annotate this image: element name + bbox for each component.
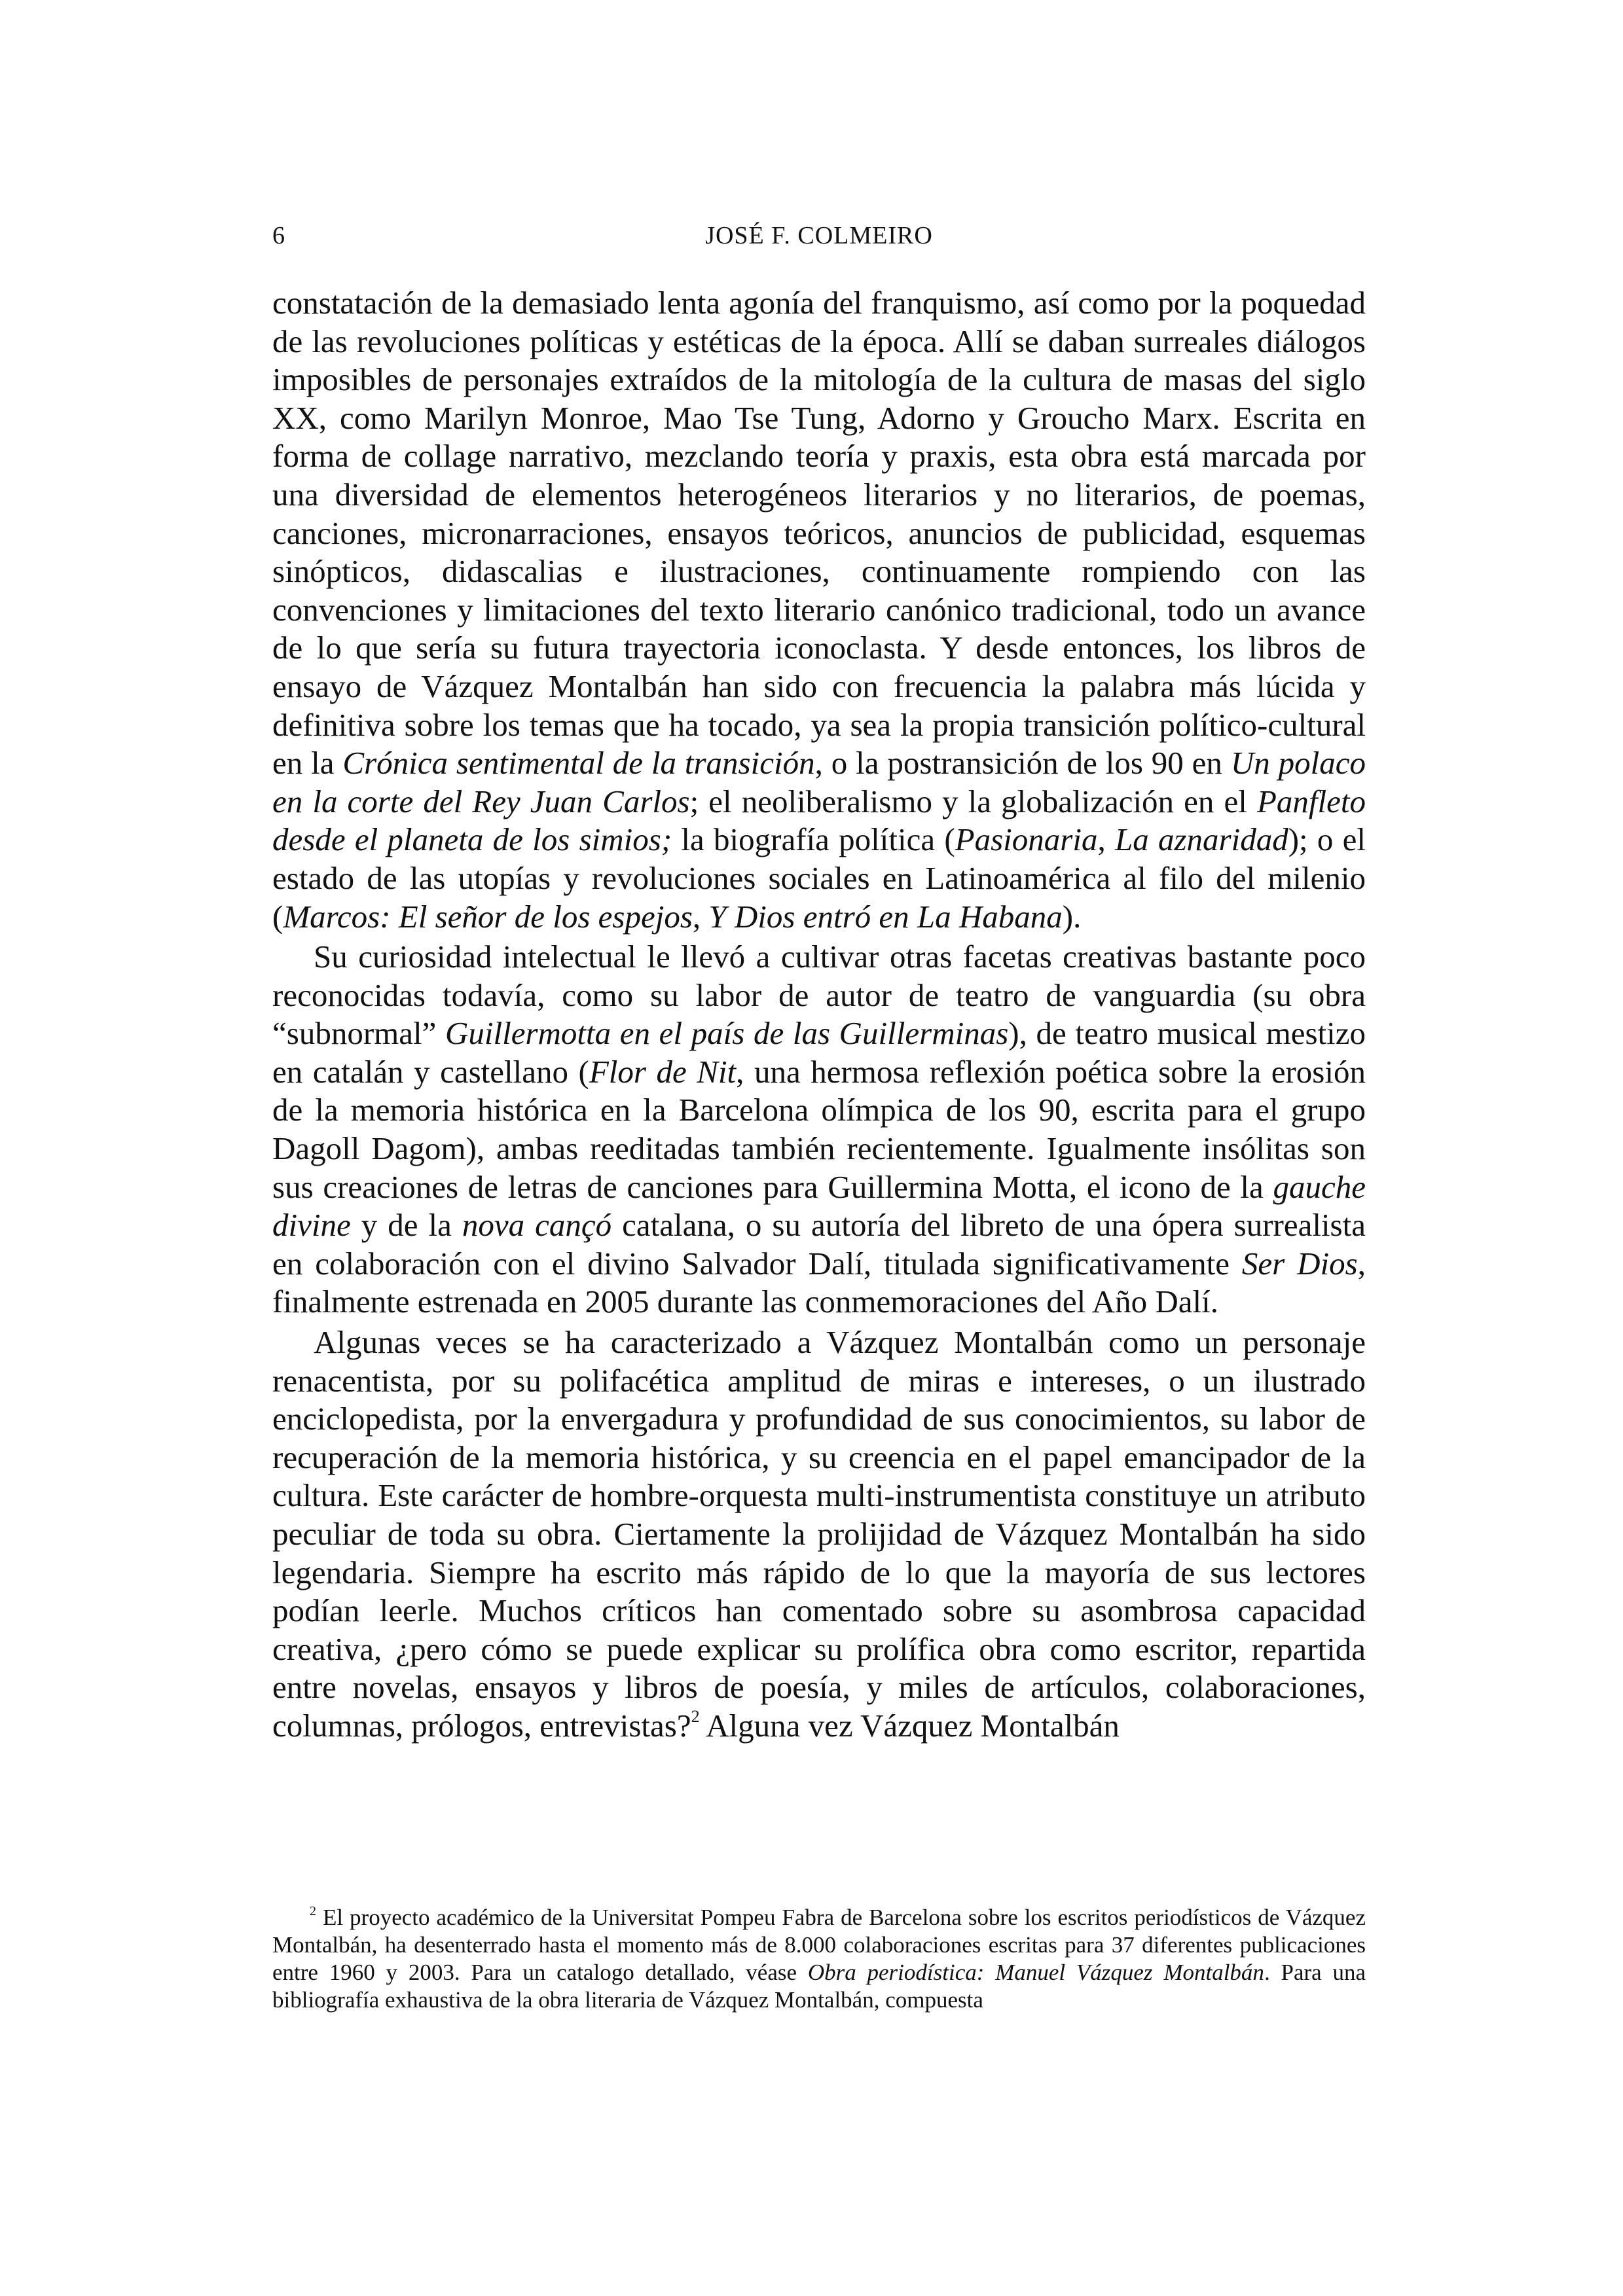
term-nova-canco: nova cançó (462, 1207, 612, 1244)
term-gauche-divine: gauche divine (272, 1168, 1366, 1244)
running-title: JOSÉ F. COLMEIRO (705, 222, 933, 249)
page-number: 6 (272, 222, 285, 249)
footnote-number: 2 (310, 1904, 316, 1918)
title-la-aznaridad: La aznaridad (1114, 821, 1288, 858)
footnote-2: $^2$ El proyecto académico de la Universitat Pompeu Fabra de Barcelona sobre los escritos periodísticos de Vázquez Montalbán, ha desenterrado hasta el momento más de 8.000 colaboraciones escritas para 37 diferentes publicaciones entre 1960 y 2003. Para un catalogo detallado, véase Obra periodística: Manuel Vázquez Montalbán. Para una bibliografía exhaustiva de la obra literaria de Vázquez Montalbán, compuesta (272, 1904, 1366, 2013)
title-cronica-sentimental: Crónica sentimental de la transición (342, 745, 815, 781)
title-panfleto: Panfleto desde el planeta de los simios; (272, 783, 1366, 858)
running-head (272, 216, 1366, 255)
body-text (272, 284, 1366, 1746)
title-un-polaco: Un polaco en la corte del Rey Juan Carlos (272, 745, 1366, 819)
title-obra-periodistica: Obra periodística: Manuel Vázquez Montalbán (807, 1960, 1264, 1985)
footnote-reference[interactable]: 2 (691, 1706, 700, 1726)
paragraph-2: Su curiosidad intelectual le llevó a cultivar otras facetas creativas bastante poco reconocidas todavía, como su labor de autor de teatro de vanguardia (su obra “subnormal” Guillermotta en el país de las Guillerminas), de teatro musical mestizo en catalán y castellano (Flor de Nit, una hermosa reflexión poética sobre la erosión de la memoria histórica en la Barcelona olímpica de los 90, escrita para el grupo Dagoll Dagom), ambas reeditadas también recientemente. Igualmente insólitas son sus creaciones de letras de canciones para Guillermina Motta, el icono de la gauche divine y de la nova cançó catalana, o su autoría del libreto de una ópera surrealista en colaboración con el divino Salvador Dalí, titulada significativamente Ser Dios, finalmente estrenada en 2005 durante las conmemoraciones del Año Dalí. (272, 939, 1366, 1320)
paragraph-3: Algunas veces se ha caracterizado a Vázquez Montalbán como un personaje renacentista, por su polifacética amplitud de miras e intereses, o un ilustrado enciclopedista, por la envergadura y profundidad de sus conocimientos, su labor de recuperación de la memoria histórica, y su creencia en el papel emancipador de la cultura. Este carácter de hombre-orquesta multi-instrumentista constituye un atributo peculiar de toda su obra. Ciertamente la prolijidad de Vázquez Montalbán ha sido legendaria. Siempre ha escrito más rápido de lo que la mayoría de sus lectores podían leerle. Muchos críticos han comentado sobre su asombrosa capacidad creativa, ¿pero cómo se puede explicar su prolífica obra como escritor, repartida entre novelas, ensayos y libros de poesía, y miles de artículos, colaboraciones, columnas, prólogos, entrevistas?$^2$ Alguna vez Vázquez Montalbán (272, 1324, 1366, 1744)
footnotes (272, 1904, 1366, 2014)
title-pasionaria: Pasionaria (955, 821, 1098, 858)
title-marcos: Marcos: El señor de los espejos (283, 898, 693, 935)
title-guillermotta: Guillermotta en el país de las Guillerminas (445, 1015, 1009, 1052)
title-flor-de-nit: Flor de Nit (589, 1053, 737, 1090)
title-ser-dios: Ser Dios (1241, 1245, 1358, 1282)
paragraph-1: constatación de la demasiado lenta agonía del franquismo, así como por la poquedad de las revoluciones políticas y estéticas de la época. Allí se daban surreales diálogos imposibles de personajes extraídos de la mitología de la cultura de masas del siglo XX, como Marilyn Monroe, Mao Tse Tung, Adorno y Groucho Marx. Escrita en forma de collage narrativo, mezclando teoría y praxis, esta obra está marcada por una diversidad de elementos heterogéneos literarios y no literarios, de poemas, canciones, micronarraciones, ensayos teóricos, anuncios de publicidad, esquemas sinópticos, didascalias e ilustraciones, continuamente rompiendo con las convenciones y limitaciones del texto literario canónico tradicional, todo un avance de lo que sería su futura trayectoria iconoclasta. Y desde entonces, los libros de ensayo de Vázquez Montalbán han sido con frecuencia la palabra más lúcida y definitiva sobre los temas que ha tocado, ya sea la propia transición político-cultural en la Crónica sentimental de la transición, o la postransición de los 90 en Un polaco en la corte del Rey Juan Carlos; el neoliberalismo y la globalización en el Panfleto desde el planeta de los simios; la biografía política (Pasionaria, La aznaridad); o el estado de las utopías y revoluciones sociales en Latinoamérica al filo del milenio (Marcos: El señor de los espejos, Y Dios entró en La Habana). (272, 285, 1366, 935)
title-y-dios-entro: Y Dios entró en La Habana (708, 898, 1063, 935)
